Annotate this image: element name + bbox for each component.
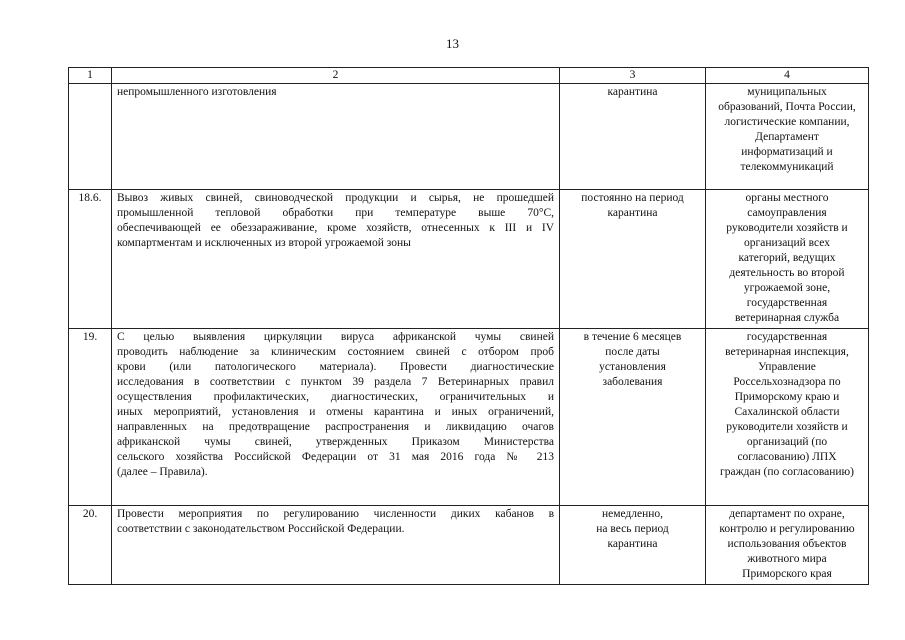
cell-line: Вывоз живых свиней, свиноводческой продукции и сырья, не прошедшей bbox=[117, 192, 554, 204]
page-number: 13 bbox=[446, 36, 459, 51]
measures-table bbox=[68, 67, 869, 585]
term-cell bbox=[560, 329, 706, 506]
cell-line: Приморского края bbox=[742, 568, 832, 580]
cell-line: сельского хозяйства Российской Федерации от 31 мая 2016 года № 213 bbox=[117, 451, 554, 463]
cell-line: на весь период bbox=[596, 523, 669, 535]
action-cell bbox=[112, 329, 560, 506]
term-cell bbox=[560, 190, 706, 329]
cell-line: осуществления профилактических, диагностических, ограничительных и bbox=[117, 391, 554, 403]
cell-line: государственная bbox=[746, 331, 828, 343]
cell-line: обеспечивающей ее обеззараживание, кроме хозяйств, отнесенных к III и IV bbox=[117, 222, 554, 234]
cell-line: угрожаемой зоне, bbox=[743, 282, 831, 294]
cell-line: африканской чумы свиней, утвержденных Приказом Министерства bbox=[117, 436, 554, 448]
cell-line: органы местного bbox=[745, 192, 829, 204]
cell-line: проводить наблюдение за клиническим состоянием свиней с отбором проб bbox=[117, 346, 554, 358]
cell-line: в течение 6 месяцев bbox=[583, 331, 682, 343]
cell-line: Сахалинской области bbox=[734, 406, 840, 418]
cell-line: соответствии с законодательством Российской Федерации. bbox=[117, 523, 405, 535]
cell-line: карантина bbox=[607, 86, 658, 98]
col-header-3: 3 bbox=[560, 68, 706, 84]
cell-line: С целью выявления циркуляции вируса африканской чумы свиней bbox=[117, 331, 554, 343]
row-number: 19. bbox=[69, 329, 112, 506]
cell-line: организаций всех bbox=[744, 237, 830, 249]
cell-line: карантина bbox=[607, 538, 658, 550]
col-header-2: 2 bbox=[112, 68, 560, 84]
cell-line: Управление bbox=[758, 361, 816, 373]
col-header-1: 1 bbox=[69, 68, 112, 84]
cell-line: государственная bbox=[746, 297, 828, 309]
cell-line: крови (или патологического материала). Провести диагностические bbox=[117, 361, 554, 373]
cell-line: ветеринарная служба bbox=[734, 312, 840, 324]
responsible-cell bbox=[706, 506, 869, 585]
cell-line: немедленно, bbox=[601, 508, 664, 520]
term-cell bbox=[560, 84, 706, 190]
cell-line: логистические компании, bbox=[724, 116, 850, 128]
cell-line: деятельность во второй bbox=[729, 267, 845, 279]
cell-line: образований, Почта России, bbox=[718, 101, 856, 113]
cell-line: руководители хозяйств и bbox=[726, 222, 848, 234]
table-row bbox=[69, 84, 869, 190]
table-row bbox=[69, 329, 869, 506]
table-row bbox=[69, 190, 869, 329]
cell-line: иных мероприятий, установления и отмены карантина и иных ограничений, bbox=[117, 406, 554, 418]
cell-line: организаций (по bbox=[746, 436, 828, 448]
cell-line: граждан (по согласованию) bbox=[720, 466, 854, 478]
cell-line: контролю и регулированию bbox=[719, 523, 855, 535]
cell-line: использования объектов bbox=[727, 538, 847, 550]
responsible-cell bbox=[706, 84, 869, 190]
term-cell bbox=[560, 506, 706, 585]
cell-line: после даты bbox=[605, 346, 660, 358]
cell-line: департамент по охране, bbox=[729, 508, 845, 520]
header-row bbox=[69, 68, 869, 84]
cell-line: Провести мероприятия по регулированию численности диких кабанов в bbox=[117, 508, 554, 520]
action-cell bbox=[112, 506, 560, 585]
action-cell bbox=[112, 84, 560, 190]
cell-line: согласованию) ЛПХ bbox=[737, 451, 837, 463]
cell-line: компартментам и исключенных из второй угрожаемой зоны bbox=[117, 237, 411, 249]
cell-line: заболевания bbox=[602, 376, 663, 388]
action-cell bbox=[112, 190, 560, 329]
responsible-cell bbox=[706, 329, 869, 506]
cell-line: ветеринарная инспекция, bbox=[725, 346, 849, 358]
row-number: 18.6. bbox=[69, 190, 112, 329]
cell-line: Приморскому краю и bbox=[734, 391, 840, 403]
cell-line: направленных на предотвращение распространения и ликвидацию очагов bbox=[117, 421, 554, 433]
cell-line: информатизаций и bbox=[741, 146, 833, 158]
table-body bbox=[69, 84, 869, 585]
cell-line: руководители хозяйств и bbox=[726, 421, 848, 433]
cell-line: (далее – Правила). bbox=[117, 466, 208, 478]
responsible-cell bbox=[706, 190, 869, 329]
cell-line: непромышленного изготовления bbox=[117, 86, 277, 98]
row-number: 20. bbox=[69, 506, 112, 585]
cell-line: промышленной тепловой обработки при температуре выше 70°С, bbox=[117, 207, 554, 219]
cell-line: установления bbox=[599, 361, 666, 373]
table-row bbox=[69, 506, 869, 585]
cell-line: исследования в соответствии с пунктом 39 раздела 7 Ветеринарных правил bbox=[117, 376, 554, 388]
row-number bbox=[69, 84, 112, 190]
cell-line: постоянно на период bbox=[581, 192, 684, 204]
cell-line: самоуправления bbox=[747, 207, 827, 219]
cell-line: Департамент bbox=[755, 131, 819, 143]
cell-line: категорий, ведущих bbox=[738, 252, 836, 264]
cell-line: Россельхознадзора по bbox=[733, 376, 841, 388]
cell-line: муниципальных bbox=[747, 86, 827, 98]
cell-line: животного мира bbox=[747, 553, 827, 565]
cell-line: телекоммуникаций bbox=[740, 161, 834, 173]
cell-line: карантина bbox=[607, 207, 658, 219]
col-header-4: 4 bbox=[706, 68, 869, 84]
